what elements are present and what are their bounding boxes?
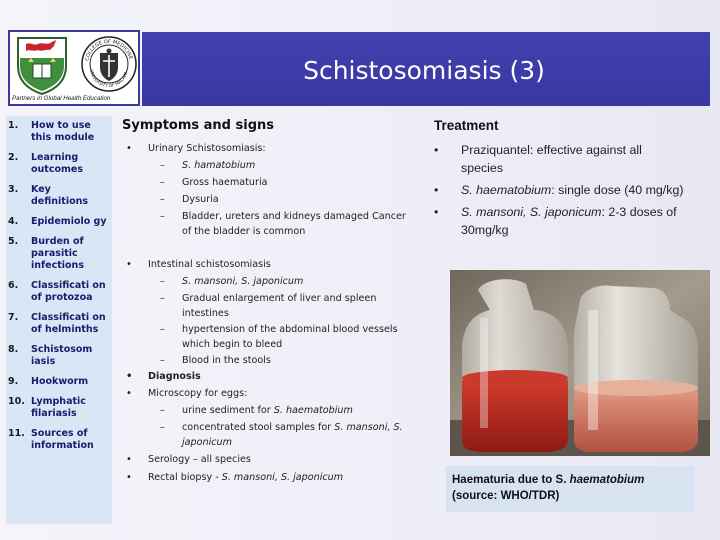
urinary-item-bladder: – Bladder, ureters and kidneys damaged Cancer of the bladder is common	[122, 209, 412, 239]
nav-item-epidemiology[interactable]: 4. Epidemiolo gy	[8, 216, 107, 227]
serology-bullet: • Serology – all species	[122, 454, 412, 466]
rectal-biopsy-bullet: • Rectal biopsy - S. mansoni, S. japonicum	[122, 472, 412, 484]
intestinal-item-hypertension: – hypertension of the abdominal blood vessels which begin to bleed	[122, 322, 412, 352]
title-bar	[142, 32, 710, 106]
haematuria-photo	[450, 270, 710, 456]
nav-item-sources[interactable]: 11. Sources of information	[8, 428, 94, 451]
nav-item-key-definitions[interactable]: 3. Key definitions	[8, 184, 89, 207]
welsh-dragon-shield-icon	[16, 36, 68, 96]
treatment-item-praziquantel: • Praziquantel: effective against all species	[434, 141, 684, 177]
treatment-item-haematobium: • S. haematobium: single dose (40 mg/kg)	[434, 181, 684, 199]
nav-item-learning-outcomes[interactable]: 2. Learning outcomes	[8, 152, 83, 175]
nav-item-lymphatic-filariasis[interactable]: 10. Lymphatic filariasis	[8, 396, 86, 419]
nav-item-hookworm[interactable]: 9. Hookworm	[8, 376, 89, 387]
nav-item-how-to-use[interactable]: 1. How to use this module	[8, 120, 95, 143]
nav-item-burden[interactable]: 5. Burden of parasitic infections	[8, 236, 84, 271]
college-of-medicine-seal-icon	[80, 35, 138, 95]
module-sidebar	[6, 116, 112, 524]
treatment-column	[434, 118, 712, 239]
photo-caption	[446, 466, 694, 512]
nav-item-protozoa[interactable]: 6. Classificati on of protozoa	[8, 280, 106, 303]
treatment-heading: Treatment	[434, 118, 499, 133]
treatment-item-mansoni: • S. mansoni, S. japonicum: 2-3 doses of 30mg/kg	[434, 203, 712, 239]
intestinal-item-enlargement: – Gradual enlargement of liver and spleen intestines	[122, 291, 412, 321]
partners-tagline: Partners in Global Health Education	[12, 95, 111, 102]
svg-text:UNIVERSITY OF MALAWI: UNIVERSITY OF MALAWI	[88, 69, 130, 90]
caption-source: (source: WHO/TDR)	[452, 490, 560, 502]
svg-text:COLLEGE OF MEDICINE: COLLEGE OF MEDICINE	[84, 38, 134, 62]
intestinal-item-blood: – Blood in the stools	[122, 353, 412, 369]
urinary-bullet: • Urinary Schistosomiasis:	[122, 143, 412, 155]
urinary-item-dysuria: – Dysuria	[122, 192, 412, 208]
symptoms-column	[122, 118, 412, 484]
microscopy-item-urine: – urine sediment for S. haematobium	[122, 403, 412, 419]
nav-item-schistosomiasis[interactable]: 8. Schistosom iasis	[8, 344, 93, 367]
intestinal-item-species: – S. mansoni, S. japonicum	[122, 274, 412, 290]
urinary-item-species: – S. hamatobium	[122, 158, 412, 174]
microscopy-bullet: • Microscopy for eggs:	[122, 388, 412, 400]
intestinal-bullet: • Intestinal schistosomiasis	[122, 259, 412, 271]
urinary-item-haematuria: – Gross haematuria	[122, 175, 412, 191]
nav-item-helminths[interactable]: 7. Classificati on of helminths	[8, 312, 106, 335]
microscopy-item-stool: – concentrated stool samples for S. mansoni, S. japonicum	[122, 420, 412, 450]
slide-title: Schistosomiasis (3)	[303, 56, 545, 85]
diagnosis-bullet: • Diagnosis	[122, 371, 412, 383]
haematuria-sample-bottles-image	[450, 270, 710, 456]
logo-panel	[8, 30, 140, 106]
symptoms-heading: Symptoms and signs	[122, 118, 274, 133]
module-nav-list	[6, 116, 112, 452]
caption-title: Haematuria due to S. haematobium	[452, 474, 645, 486]
